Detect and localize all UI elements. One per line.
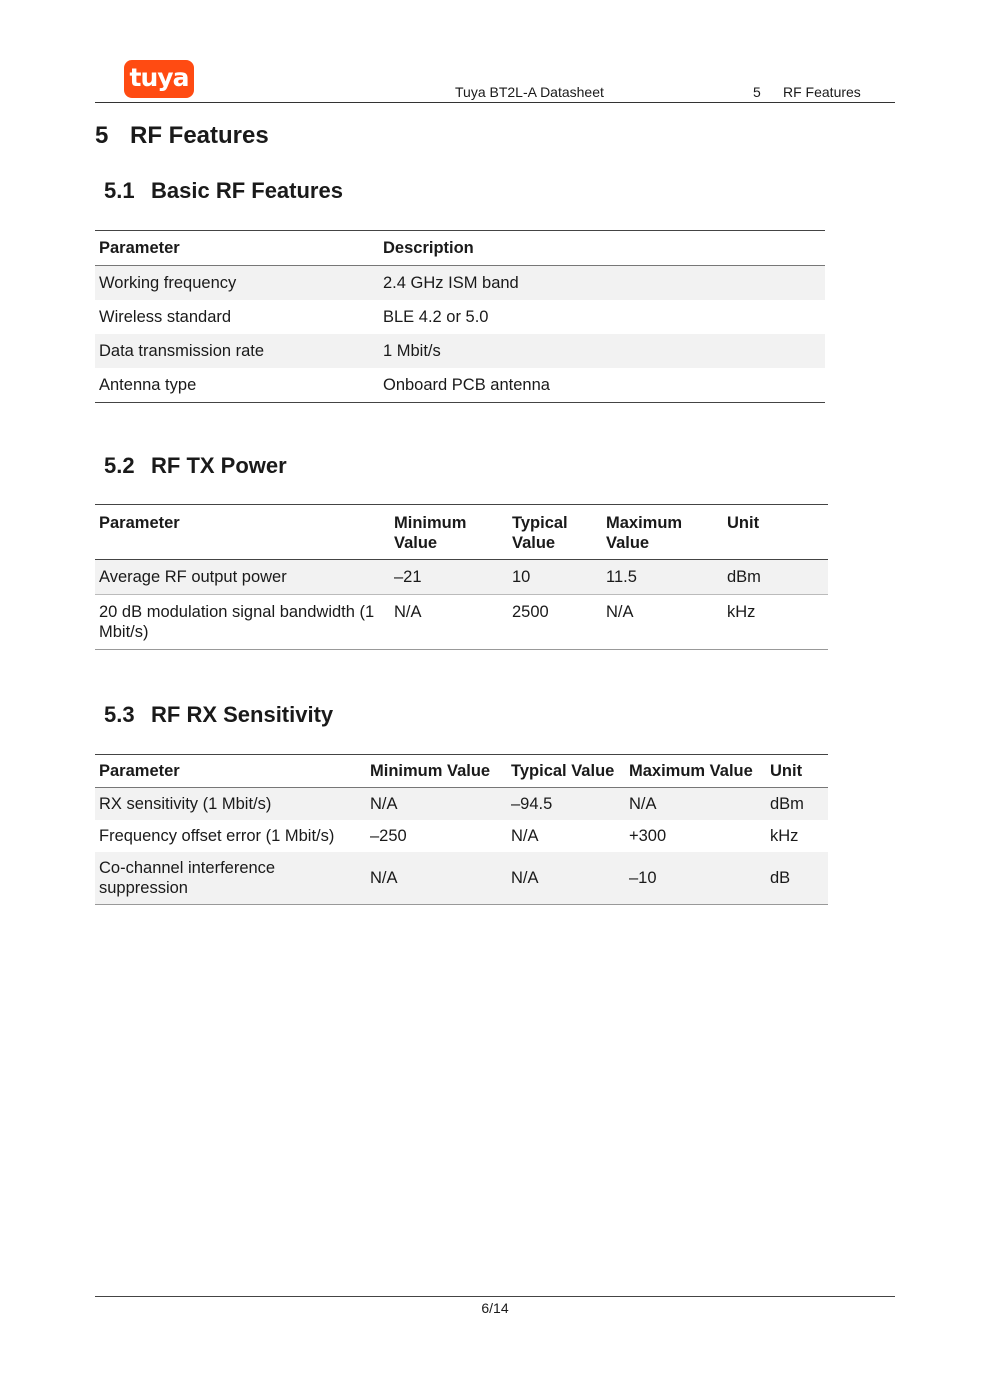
table-cell: kHz <box>770 827 799 845</box>
rf-rx-sensitivity-table <box>95 754 828 905</box>
table-cell: RX sensitivity (1 Mbit/s) <box>99 795 272 813</box>
chapter-heading <box>95 122 269 150</box>
table-cell: 1 Mbit/s <box>383 342 441 360</box>
table-cell: Working frequency <box>99 274 237 292</box>
table-cell: 2500 <box>512 603 549 621</box>
section-title: RF RX Sensitivity <box>151 702 334 727</box>
table-row <box>95 820 828 852</box>
section-title: RF TX Power <box>151 453 287 478</box>
table-cell: –250 <box>370 827 407 845</box>
header-doc-title: Tuya BT2L-A Datasheet <box>455 84 604 100</box>
table-cell: Frequency offset error (1 Mbit/s) <box>99 827 335 845</box>
rf-tx-power-table <box>95 504 828 650</box>
section-number: 5.1 <box>104 178 135 203</box>
table-cell: Data transmission rate <box>99 342 265 360</box>
table-row <box>95 266 825 301</box>
table-cell: Average RF output power <box>99 568 287 586</box>
table-cell: –94.5 <box>511 795 553 813</box>
table-row <box>95 334 825 368</box>
column-header: Maximum Value <box>606 514 683 552</box>
table-cell: +300 <box>629 827 667 845</box>
table-header-row <box>95 755 828 788</box>
column-header: Minimum Value <box>394 514 467 552</box>
page-footer <box>95 1296 895 1316</box>
table-row <box>95 368 825 403</box>
section-heading-rf-tx-power <box>104 453 287 479</box>
table-cell: 11.5 <box>606 568 637 586</box>
page-header <box>95 58 895 103</box>
section-heading-rf-rx-sensitivity <box>104 702 333 728</box>
column-header: Description <box>383 239 474 257</box>
table-cell: N/A <box>629 795 657 813</box>
column-header: Unit <box>727 514 760 532</box>
section-number: 5.3 <box>104 702 135 727</box>
table-cell: dB <box>770 869 791 887</box>
table-row <box>95 560 828 595</box>
table-cell: 10 <box>512 568 531 586</box>
table-cell: N/A <box>606 603 634 621</box>
basic-rf-features-table <box>95 230 825 403</box>
table-cell: N/A <box>511 869 539 887</box>
column-header: Parameter <box>99 514 180 532</box>
table-cell: Wireless standard <box>99 308 232 326</box>
table-header-row <box>95 231 825 266</box>
table-cell: Onboard PCB antenna <box>383 376 550 394</box>
table-row <box>95 595 828 650</box>
table-cell: N/A <box>370 869 398 887</box>
header-chapter-title: RF Features <box>783 84 861 100</box>
table-row <box>95 788 828 821</box>
table-cell: 2.4 GHz ISM band <box>383 274 519 292</box>
section-number: 5.2 <box>104 453 135 478</box>
table-cell: BLE 4.2 or 5.0 <box>383 308 489 326</box>
section-heading-basic-rf <box>104 178 343 204</box>
table-row <box>95 852 828 905</box>
table-cell: dBm <box>770 795 804 813</box>
chapter-title: RF Features <box>130 122 269 149</box>
column-header: Maximum Value <box>629 762 753 780</box>
tuya-logo: tuya <box>124 60 194 98</box>
table-cell: –21 <box>394 568 422 586</box>
table-cell: –10 <box>629 869 657 887</box>
column-header: Minimum Value <box>370 762 491 780</box>
table-cell: dBm <box>727 568 761 586</box>
column-header: Unit <box>770 762 803 780</box>
header-chapter-number: 5 <box>753 84 761 100</box>
table-cell: Co-channel interference suppression <box>99 859 276 897</box>
table-cell: kHz <box>727 603 756 621</box>
column-header: Parameter <box>99 762 180 780</box>
table-cell: 20 dB modulation signal bandwidth (1 Mbit/s) <box>99 603 375 641</box>
section-title: Basic RF Features <box>151 178 343 203</box>
table-header-row <box>95 505 828 560</box>
table-cell: Antenna type <box>99 376 197 394</box>
table-cell: N/A <box>511 827 539 845</box>
column-header: Typical Value <box>511 762 615 780</box>
table-cell: N/A <box>370 795 398 813</box>
table-cell: N/A <box>394 603 422 621</box>
table-row <box>95 300 825 334</box>
column-header: Typical Value <box>512 514 568 552</box>
column-header: Parameter <box>99 239 180 257</box>
page-number: 6/14 <box>481 1300 509 1316</box>
chapter-number: 5 <box>95 122 109 149</box>
